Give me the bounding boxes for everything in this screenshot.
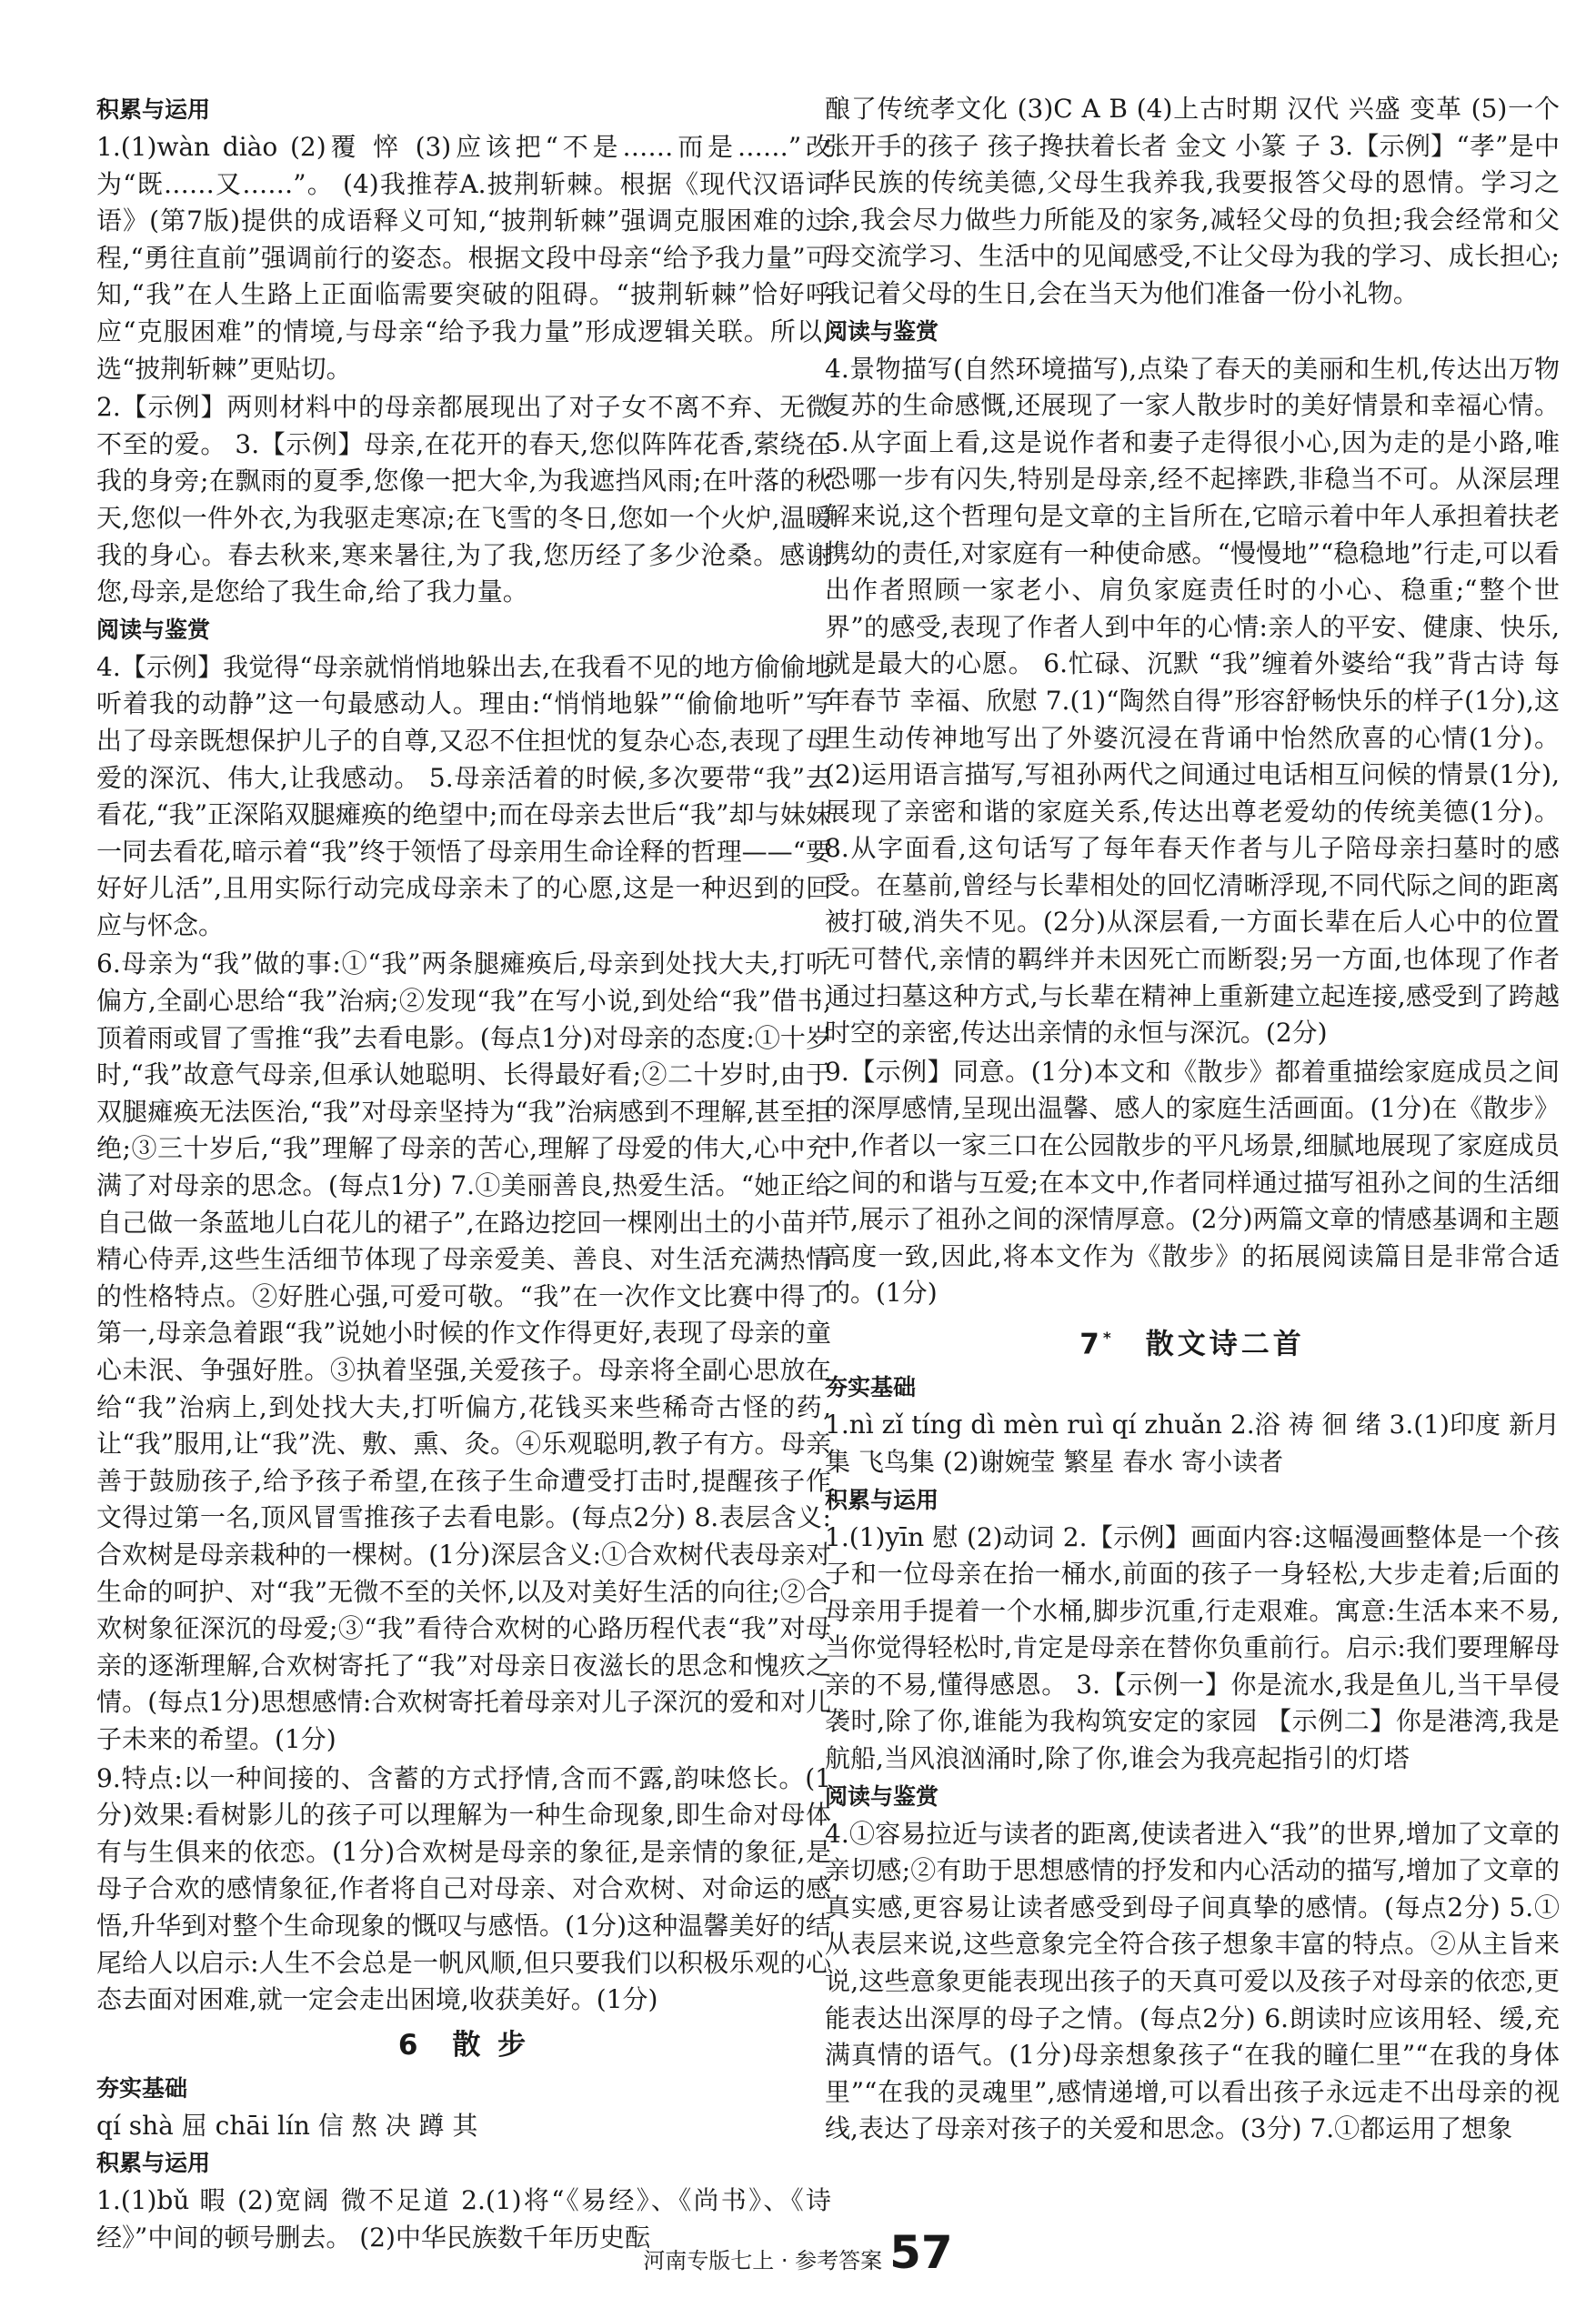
footer-label: 河南专版七上 · 参考答案 [643,2248,883,2273]
page-footer [0,2226,1596,2279]
answer-paragraph: 9.特点:以一种间接的、含蓄的方式抒情,含而不露,韵味悠长。(1分)效果:看树影儿的孩子可以理解为一种生命现象,即生命对母体有与生俱来的依恋。(1分)合欢树是母亲的象征,是亲情的象征,是母子合欢的感情象征,作者将自己对母亲、对合欢树、对命运的感悟,升华到对整个生命现象的慨叹与感悟。(1分)这种温馨美好的结尾给人以启示:人生不会总是一帆风顺,但只要我们以积极乐观的心态去面对困难,就一定会走出困境,收获美好。(1分) [96,1762,831,2015]
answer-paragraph: 9.【示例】同意。(1分)本文和《散步》都着重描绘家庭成员之间的深厚感情,呈现出温馨、感人的家庭生活画面。(1分)在《散步》中,作者以一家三口在公园散步的平凡场景,细腻地展现了家庭成员之间的和谐与互爱;在本文中,作者同样通过描写祖孙之间的生活细节,展示了祖孙之间的深情厚意。(2分)两篇文章的情感基调和主题高度一致,因此,将本文作为《散步》的拓展阅读篇目是非常合适的。(1分) [825,1056,1560,1309]
left-column [96,91,831,2253]
answer-paragraph: 4.【示例】我觉得“母亲就悄悄地躲出去,在我看不见的地方偷偷地听着我的动静”这一句最感动人。理由:“悄悄地躲”“偷偷地听”写出了母亲既想保护儿子的自尊,又忍不住担忧的复杂心态,表现了母爱的深沉、伟大,让我感动。 5.母亲活着的时候,多次要带“我”去看花,“我”正深陷双腿瘫痪的绝望中;而在母亲去世后“我”却与妹妹一同去看花,暗示着“我”终于领悟了母亲用生命诠释的哲理——“要好好儿活”,且用实际行动完成母亲未了的心愿,这是一种迟到的回应与怀念。 [96,651,831,940]
lesson-name: 散 步 [452,2028,530,2062]
optional-star-marker: * [1102,1330,1115,1348]
answer-paragraph: 1.nì zǐ tíng dì mèn ruì qí zhuǎn 2.浴 祷 徊 绪 3.(1)印度 新月集 飞鸟集 (2)谢婉莹 繁星 春水 寄小读者 [825,1410,1560,1477]
answer-paragraph: 1.(1)yīn 慰 (2)动词 2.【示例】画面内容:这幅漫画整体是一个孩子和一位母亲在抬一桶水,前面的孩子一身轻松,大步走着;后面的母亲用手提着一个水桶,脚步沉重,行走艰难。寓意:生活本来不易,当你觉得轻松时,肯定是母亲在替你负重前行。启示:我们要理解母亲的不易,懂得感恩。 3.【示例一】你是流水,我是鱼儿,当干旱侵袭时,除了你,谁能为我构筑安定的家园 【示例二】你是港湾,我是航船,当风浪汹涌时,除了你,谁会为我亮起指引的灯塔 [825,1521,1560,1774]
answer-paragraph: 酿了传统孝文化 (3)C A B (4)上古时期 汉代 兴盛 变革 (5)一个张开手的孩子 孩子搀扶着长者 金文 小篆 子 3.【示例】“孝”是中华民族的传统美德,父母生我养我,我要报答父母的恩情。学习之余,我会尽力做些力所能及的家务,减轻父母的负担;我会经常和父母交流学习、生活中的见闻感受,不让父母为我的学习、成长担心;我记着父母的生日,会在当天为他们准备一份小礼物。 [825,94,1560,308]
right-column [825,91,1560,2210]
lesson-title-6 [96,2022,831,2068]
section-heading: 阅读与鉴赏 [825,1782,939,1810]
section-heading: 夯实基础 [96,2074,188,2102]
answer-paragraph: 4.①容易拉近与读者的距离,使读者进入“我”的世界,增加了文章的亲切感;②有助于思想感情的抒发和内心活动的描写,增加了文章的真实感,更容易让读者感受到母子间真挚的感情。(每点2分) 5.①从表层来说,这些意象完全符合孩子想象丰富的特点。②从主旨来说,这些意象更能表现出孩子的天真可爱以及孩子对母亲的依恋,更能表达出深厚的母子之情。(每点2分) 6.朗读时应该用轻、缓,充满真情的语气。(1分)母亲想象孩子“在我的瞳仁里”“在我的身体里”“在我的灵魂里”,感情递增,可以看出孩子永远走不出母亲的视线,表达了母亲对孩子的关爱和思念。(3分) 7.①都运用了想象 [825,1818,1560,2144]
lesson-number: 7 [1079,1328,1103,1361]
answer-paragraph: 1.(1)wàn diào (2)覆 悴 (3)应该把“不是……而是……”改为“既……又……”。 (4)我推荐A.披荆斩棘。根据《现代汉语词语》(第7版)提供的成语释义可知,“披荆斩棘”强调克服困难的过程,“勇往直前”强调前行的姿态。根据文段中母亲“给予我力量”可知,“我”在人生路上正面临需要突破的阻碍。“披荆斩棘”恰好呼应“克服困难”的情境,与母亲“给予我力量”形成逻辑关联。所以,选“披荆斩棘”更贴切。 [96,132,831,384]
lesson-title-7 [825,1316,1560,1367]
section-heading: 积累与运用 [96,96,211,123]
lesson-name: 散文诗二首 [1145,1328,1305,1361]
section-heading: 积累与运用 [96,2150,211,2177]
answer-paragraph: qí shà 屈 chāi lín 信 熬 决 蹲 其 [96,2110,478,2141]
answer-paragraph: 1.(1)bǔ 暇 (2)宽阔 微不足道 2.(1)将“《易经》、《尚书》、《诗经》”中间的顿号删去。 (2)中华民族数千年历史酝 [96,2185,831,2253]
answer-paragraph: 6.母亲为“我”做的事:①“我”两条腿瘫痪后,母亲到处找大夫,打听偏方,全副心思给“我”治病;②发现“我”在写小说,到处给“我”借书,顶着雨或冒了雪推“我”去看电影。(每点1分)对母亲的态度:①十岁时,“我”故意气母亲,但承认她聪明、长得最好看;②二十岁时,由于双腿瘫痪无法医治,“我”对母亲坚持为“我”治病感到不理解,甚至拒绝;③三十岁后,“我”理解了母亲的苦心,理解了母爱的伟大,心中充满了对母亲的思念。(每点1分) 7.①美丽善良,热爱生活。“她正给自己做一条蓝地儿白花儿的裙子”,在路边挖回一棵刚出土的小苗并精心侍弄,这些生活细节体现了母亲爱美、善良、对生活充满热情的性格特点。②好胜心强,可爱可敬。“我”在一次作文比赛中得了第一,母亲急着跟“我”说她小时候的作文作得更好,表现了母亲的童心未泯、争强好胜。③执着坚强,关爱孩子。母亲将全副心思放在给“我”治病上,到处找大夫,打听偏方,花钱买来些稀奇古怪的药,让“我”服用,让“我”洗、敷、熏、灸。④乐观聪明,教子有方。母亲善于鼓励孩子,给予孩子希望,在孩子生命遭受打击时,提醒孩子作文得过第一名,顶风冒雪推孩子去看电影。(每点2分) 8.表层含义:合欢树是母亲栽种的一棵树。(1分)深层含义:①合欢树代表母亲对生命的呵护、对“我”无微不至的关怀,以及对美好生活的向往;②合欢树象征深沉的母爱;③“我”看待合欢树的心路历程代表“我”对母亲的逐渐理解,合欢树寄托了“我”对母亲日夜滋长的思念和愧疚之情。(每点1分)思想感情:合欢树寄托着母亲对儿子深沉的爱和对儿子未来的希望。(1分) [96,948,831,1754]
section-heading: 阅读与鉴赏 [96,616,211,643]
answer-paragraph: 2.【示例】两则材料中的母亲都展现出了对子女不离不弃、无微不至的爱。 3.【示例】母亲,在花开的春天,您似阵阵花香,萦绕在我的身旁;在飘雨的夏季,您像一把大伞,为我遮挡风雨;在叶落的秋天,您似一件外衣,为我驱走寒凉;在飞雪的冬日,您如一个火炉,温暖我的身心。春去秋来,寒来暑往,为了我,您历经了多少沧桑。感谢您,母亲,是您给了我生命,给了我力量。 [96,392,831,607]
section-heading: 夯实基础 [825,1374,917,1401]
section-heading: 阅读与鉴赏 [825,317,939,345]
lesson-number: 6 [397,2028,422,2062]
answer-paragraph: 4.景物描写(自然环境描写),点染了春天的美丽和生机,传达出万物复苏的生命感慨,还展现了一家人散步时的美好情景和幸福心情。 5.从字面上看,这是说作者和妻子走得很小心,因为走的是小路,唯恐哪一步有闪失,特别是母亲,经不起摔跌,非稳当不可。从深层理解来说,这个哲理句是文章的主旨所在,它暗示着中年人承担着扶老携幼的责任,对家庭有一种使命感。“慢慢地”“稳稳地”行走,可以看出作者照顾一家老小、肩负家庭责任时的小心、稳重;“整个世界”的感受,表现了作者人到中年的心情:亲人的平安、健康、快乐,就是最大的心愿。 6.忙碌、沉默 “我”缠着外婆给“我”背古诗 每年春节 幸福、欣慰 7.(1)“陶然自得”形容舒畅快乐的样子(1分),这里生动传神地写出了外婆沉浸在背诵中怡然欣喜的心情(1分)。 (2)运用语言描写,写祖孙两代之间通过电话相互问候的情景(1分),展现了亲密和谐的家庭关系,传达出尊老爱幼的传统美德(1分)。 8.从字面看,这句话写了每年春天作者与儿子陪母亲扫墓时的感受。在墓前,曾经与长辈相处的回忆清晰浮现,不同代际之间的距离被打破,消失不见。(2分)从深层看,一方面长辈在后人心中的位置无可替代,亲情的羁绊并未因死亡而断裂;另一方面,也体现了作者通过扫墓这种方式,与长辈在精神上重新建立起连接,感受到了跨越时空的亲密,传达出亲情的永恒与深沉。(2分) [825,353,1560,1049]
page-number: 57 [889,2226,953,2279]
section-heading: 积累与运用 [825,1486,939,1513]
